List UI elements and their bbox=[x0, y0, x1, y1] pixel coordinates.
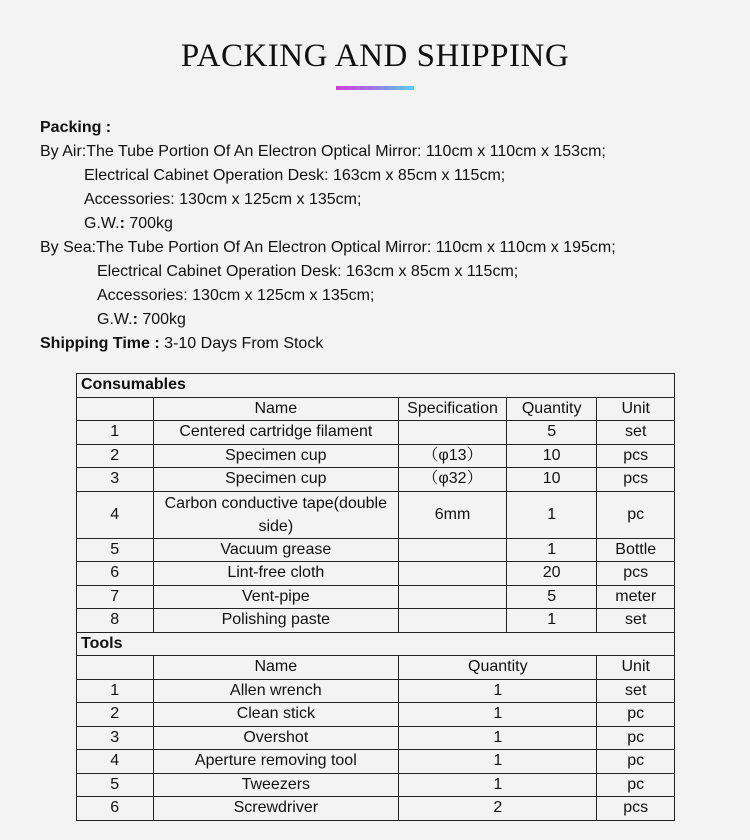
item-quantity: 1 bbox=[399, 750, 597, 774]
air-gw-label: G.W. bbox=[84, 215, 120, 232]
item-name: Allen wrench bbox=[153, 679, 399, 703]
item-unit: pc bbox=[597, 750, 675, 774]
consumables-section-title: Consumables bbox=[77, 374, 675, 398]
item-quantity: 20 bbox=[506, 562, 597, 586]
row-number: 7 bbox=[77, 585, 154, 609]
table-row bbox=[77, 421, 675, 445]
consumables-section-row bbox=[77, 374, 675, 398]
shipping-time-line: Shipping Time : 3-10 Days From Stock bbox=[40, 335, 324, 352]
item-quantity: 5 bbox=[506, 421, 597, 445]
item-unit: pcs bbox=[597, 444, 675, 468]
sea-tube-line bbox=[40, 236, 616, 260]
sea-gw-line: G.W.: 700kg bbox=[97, 311, 186, 328]
item-name: Tweezers bbox=[153, 773, 399, 797]
row-number: 4 bbox=[77, 491, 154, 538]
item-unit: Bottle bbox=[597, 538, 675, 562]
item-name: Specimen cup bbox=[153, 468, 399, 492]
item-unit: pc bbox=[597, 726, 675, 750]
item-name: Lint-free cloth bbox=[153, 562, 399, 586]
shipping-label: Shipping Time bbox=[40, 335, 150, 352]
item-quantity: 2 bbox=[399, 797, 597, 821]
item-spec bbox=[399, 421, 507, 445]
item-quantity: 5 bbox=[506, 585, 597, 609]
item-quantity: 1 bbox=[399, 679, 597, 703]
item-spec: （φ13） bbox=[399, 444, 507, 468]
table-row bbox=[77, 679, 675, 703]
item-name: Centered cartridge filament bbox=[153, 421, 399, 445]
item-quantity: 1 bbox=[399, 726, 597, 750]
table-row bbox=[77, 444, 675, 468]
item-name: Vent-pipe bbox=[153, 585, 399, 609]
item-quantity: 1 bbox=[506, 491, 597, 538]
row-number: 1 bbox=[77, 679, 154, 703]
item-spec: 6mm bbox=[399, 491, 507, 538]
air-tube: The Tube Portion Of An Electron Optical Mirror: 110cm x 110cm x 153cm; bbox=[86, 143, 606, 160]
tools-header-row bbox=[77, 656, 675, 680]
table-row bbox=[77, 585, 675, 609]
row-number: 2 bbox=[77, 444, 154, 468]
row-number: 4 bbox=[77, 750, 154, 774]
packing-heading: Packing : bbox=[40, 119, 112, 136]
item-name: Clean stick bbox=[153, 703, 399, 727]
items-table bbox=[76, 373, 675, 821]
header-cell: Name bbox=[153, 656, 399, 680]
item-spec: （φ32） bbox=[399, 468, 507, 492]
header-cell: Specification bbox=[399, 397, 507, 421]
item-quantity: 1 bbox=[399, 703, 597, 727]
consumables-header-row bbox=[77, 397, 675, 421]
sea-tube: The Tube Portion Of An Electron Optical Mirror: 110cm x 110cm x 195cm; bbox=[96, 239, 616, 256]
row-number: 2 bbox=[77, 703, 154, 727]
row-number: 3 bbox=[77, 726, 154, 750]
header-cell bbox=[77, 397, 154, 421]
header-cell: Unit bbox=[597, 656, 675, 680]
table-row bbox=[77, 491, 675, 538]
item-spec bbox=[399, 538, 507, 562]
sea-accessories-line: Accessories: 130cm x 125cm x 135cm; bbox=[97, 287, 375, 304]
table-row bbox=[77, 562, 675, 586]
row-number: 6 bbox=[77, 797, 154, 821]
row-number: 5 bbox=[77, 773, 154, 797]
air-gw-value: 700kg bbox=[129, 215, 173, 232]
item-unit: meter bbox=[597, 585, 675, 609]
item-name: Overshot bbox=[153, 726, 399, 750]
table-row bbox=[77, 797, 675, 821]
item-spec bbox=[399, 562, 507, 586]
item-unit: pcs bbox=[597, 562, 675, 586]
row-number: 5 bbox=[77, 538, 154, 562]
item-spec bbox=[399, 585, 507, 609]
header-cell: Unit bbox=[597, 397, 675, 421]
packing-heading-line bbox=[40, 116, 616, 140]
item-quantity: 1 bbox=[399, 773, 597, 797]
header-cell bbox=[77, 656, 154, 680]
air-desk-line: Electrical Cabinet Operation Desk: 163cm x 85cm x 115cm; bbox=[84, 167, 506, 184]
item-quantity: 1 bbox=[506, 609, 597, 633]
row-number: 8 bbox=[77, 609, 154, 633]
tools-section-row bbox=[77, 632, 675, 656]
table-row bbox=[77, 609, 675, 633]
packing-info bbox=[40, 116, 616, 356]
item-unit: set bbox=[597, 679, 675, 703]
item-quantity: 10 bbox=[506, 444, 597, 468]
item-spec bbox=[399, 609, 507, 633]
row-number: 1 bbox=[77, 421, 154, 445]
air-label: By Air: bbox=[40, 143, 87, 160]
item-name: Polishing paste bbox=[153, 609, 399, 633]
sea-label: By Sea: bbox=[40, 239, 97, 256]
item-unit: set bbox=[597, 421, 675, 445]
air-gw-line: G.W.: 700kg bbox=[84, 215, 173, 232]
table-row bbox=[77, 726, 675, 750]
table-row bbox=[77, 773, 675, 797]
item-unit: pc bbox=[597, 703, 675, 727]
sea-gw-label: G.W. bbox=[97, 311, 133, 328]
item-name: Specimen cup bbox=[153, 444, 399, 468]
table-row bbox=[77, 750, 675, 774]
page-title: PACKING AND SHIPPING bbox=[180, 38, 570, 74]
title-underline bbox=[336, 86, 414, 90]
air-accessories-line: Accessories: 130cm x 125cm x 135cm; bbox=[84, 191, 362, 208]
item-quantity: 1 bbox=[506, 538, 597, 562]
item-name: Screwdriver bbox=[153, 797, 399, 821]
item-name: Carbon conductive tape(double side) bbox=[153, 491, 399, 538]
item-unit: pcs bbox=[597, 468, 675, 492]
item-unit: pc bbox=[597, 491, 675, 538]
header-cell: Quantity bbox=[506, 397, 597, 421]
table-row bbox=[77, 538, 675, 562]
item-unit: pcs bbox=[597, 797, 675, 821]
tools-section-title: Tools bbox=[77, 632, 675, 656]
item-name: Vacuum grease bbox=[153, 538, 399, 562]
header-cell: Name bbox=[153, 397, 399, 421]
shipping-value: 3-10 Days From Stock bbox=[164, 335, 324, 352]
sea-desk-line: Electrical Cabinet Operation Desk: 163cm x 85cm x 115cm; bbox=[97, 263, 519, 280]
row-number: 6 bbox=[77, 562, 154, 586]
table-row bbox=[77, 703, 675, 727]
item-unit: set bbox=[597, 609, 675, 633]
row-number: 3 bbox=[77, 468, 154, 492]
air-tube-line bbox=[40, 140, 616, 164]
item-unit: pc bbox=[597, 773, 675, 797]
item-name: Aperture removing tool bbox=[153, 750, 399, 774]
header-cell: Quantity bbox=[399, 656, 597, 680]
sea-gw-value: 700kg bbox=[142, 311, 186, 328]
table-row bbox=[77, 468, 675, 492]
item-quantity: 10 bbox=[506, 468, 597, 492]
